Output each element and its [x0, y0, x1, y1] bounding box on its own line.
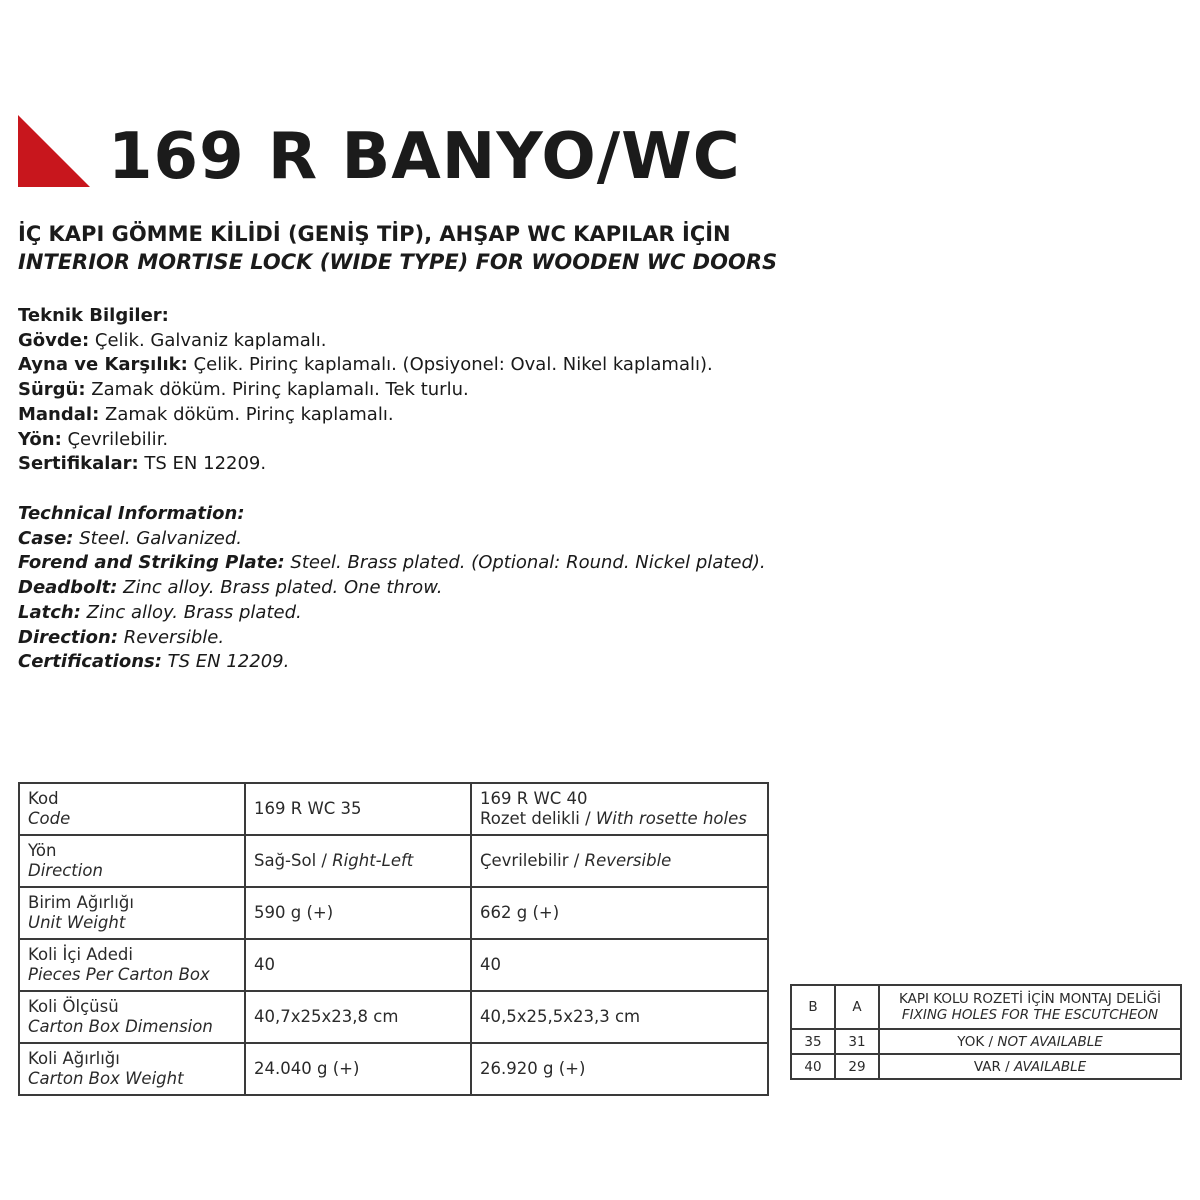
table-row: [19, 783, 768, 835]
product-specs-table: [18, 782, 769, 1096]
brand-triangle-shape: [18, 115, 90, 187]
cell-a: 29: [835, 1054, 879, 1079]
subtitle-turkish: İÇ KAPI GÖMME KİLİDİ (GENİŞ TİP), AHŞAP WC KAPILAR İÇİN: [18, 222, 731, 246]
table-row: [19, 887, 768, 939]
brand-triangle-logo: [18, 115, 90, 187]
spec-row: Deadbolt: Zinc alloy. Brass plated. One throw.: [18, 577, 443, 599]
header-description: KAPI KOLU ROZETİ İÇİN MONTAJ DELİĞİ FIXING HOLES FOR THE ESCUTCHEON: [879, 985, 1181, 1029]
cell-value: 169 R WC 40 Rozet delikli / With rosette holes: [471, 783, 768, 835]
table-header-row: [791, 985, 1181, 1029]
header-b: B: [791, 985, 835, 1029]
cell-value: Sağ-Sol / Right-Left: [245, 835, 471, 887]
row-label-unit-weight: Birim Ağırlığı Unit Weight: [19, 887, 245, 939]
cell-availability: VAR / AVAILABLE: [879, 1054, 1181, 1079]
technical-info-english: [18, 502, 766, 675]
spec-row: Forend and Striking Plate: Steel. Brass plated. (Optional: Round. Nickel plated).: [18, 552, 766, 574]
cell-value: 40: [471, 939, 768, 991]
spec-row: Gövde: Çelik. Galvaniz kaplamalı.: [18, 329, 327, 351]
row-label-box-dimension: Koli Ölçüsü Carton Box Dimension: [19, 991, 245, 1043]
spec-row: Yön: Çevrilebilir.: [18, 428, 169, 450]
subtitle-english: INTERIOR MORTISE LOCK (WIDE TYPE) FOR WOODEN WC DOORS: [18, 250, 778, 274]
cell-value: 26.920 g (+): [471, 1043, 768, 1095]
table-row: [19, 835, 768, 887]
table-row: [791, 1029, 1181, 1054]
spec-row: Sertifikalar: TS EN 12209.: [18, 453, 267, 475]
row-label-pieces: Koli İçi Adedi Pieces Per Carton Box: [19, 939, 245, 991]
spec-row: Ayna ve Karşılık: Çelik. Pirinç kaplamalı. (Opsiyonel: Oval. Nikel kaplamalı).: [18, 354, 713, 376]
table-row: [19, 939, 768, 991]
spec-row: Direction: Reversible.: [18, 626, 225, 648]
page-title: 169 R BANYO/WC: [108, 120, 741, 194]
row-label-box-weight: Koli Ağırlığı Carton Box Weight: [19, 1043, 245, 1095]
cell-value: 24.040 g (+): [245, 1043, 471, 1095]
row-label-direction: Yön Direction: [19, 835, 245, 887]
cell-a: 31: [835, 1029, 879, 1054]
cell-value: Çevrilebilir / Reversible: [471, 835, 768, 887]
header-a: A: [835, 985, 879, 1029]
cell-value: 40,7x25x23,8 cm: [245, 991, 471, 1043]
spec-row: Certifications: TS EN 12209.: [18, 651, 290, 673]
cell-b: 40: [791, 1054, 835, 1079]
spec-row: Mandal: Zamak döküm. Pirinç kaplamalı.: [18, 403, 394, 425]
spec-row: Case: Steel. Galvanized.: [18, 527, 243, 549]
cell-value: 662 g (+): [471, 887, 768, 939]
row-label-code: Kod Code: [19, 783, 245, 835]
cell-value: 590 g (+): [245, 887, 471, 939]
cell-value: 169 R WC 35: [245, 783, 471, 835]
cell-value: 40: [245, 939, 471, 991]
spec-row: Sürgü: Zamak döküm. Pirinç kaplamalı. Tek turlu.: [18, 379, 469, 401]
spec-heading: Technical Information:: [18, 503, 245, 524]
cell-value: 40,5x25,5x23,3 cm: [471, 991, 768, 1043]
cell-availability: YOK / NOT AVAILABLE: [879, 1029, 1181, 1054]
table-row: [19, 991, 768, 1043]
cell-b: 35: [791, 1029, 835, 1054]
technical-info-turkish: [18, 304, 713, 477]
table-row: [791, 1054, 1181, 1079]
spec-heading: Teknik Bilgiler:: [18, 305, 169, 326]
spec-row: Latch: Zinc alloy. Brass plated.: [18, 601, 302, 623]
fixing-holes-table: [790, 984, 1182, 1080]
table-row: [19, 1043, 768, 1095]
